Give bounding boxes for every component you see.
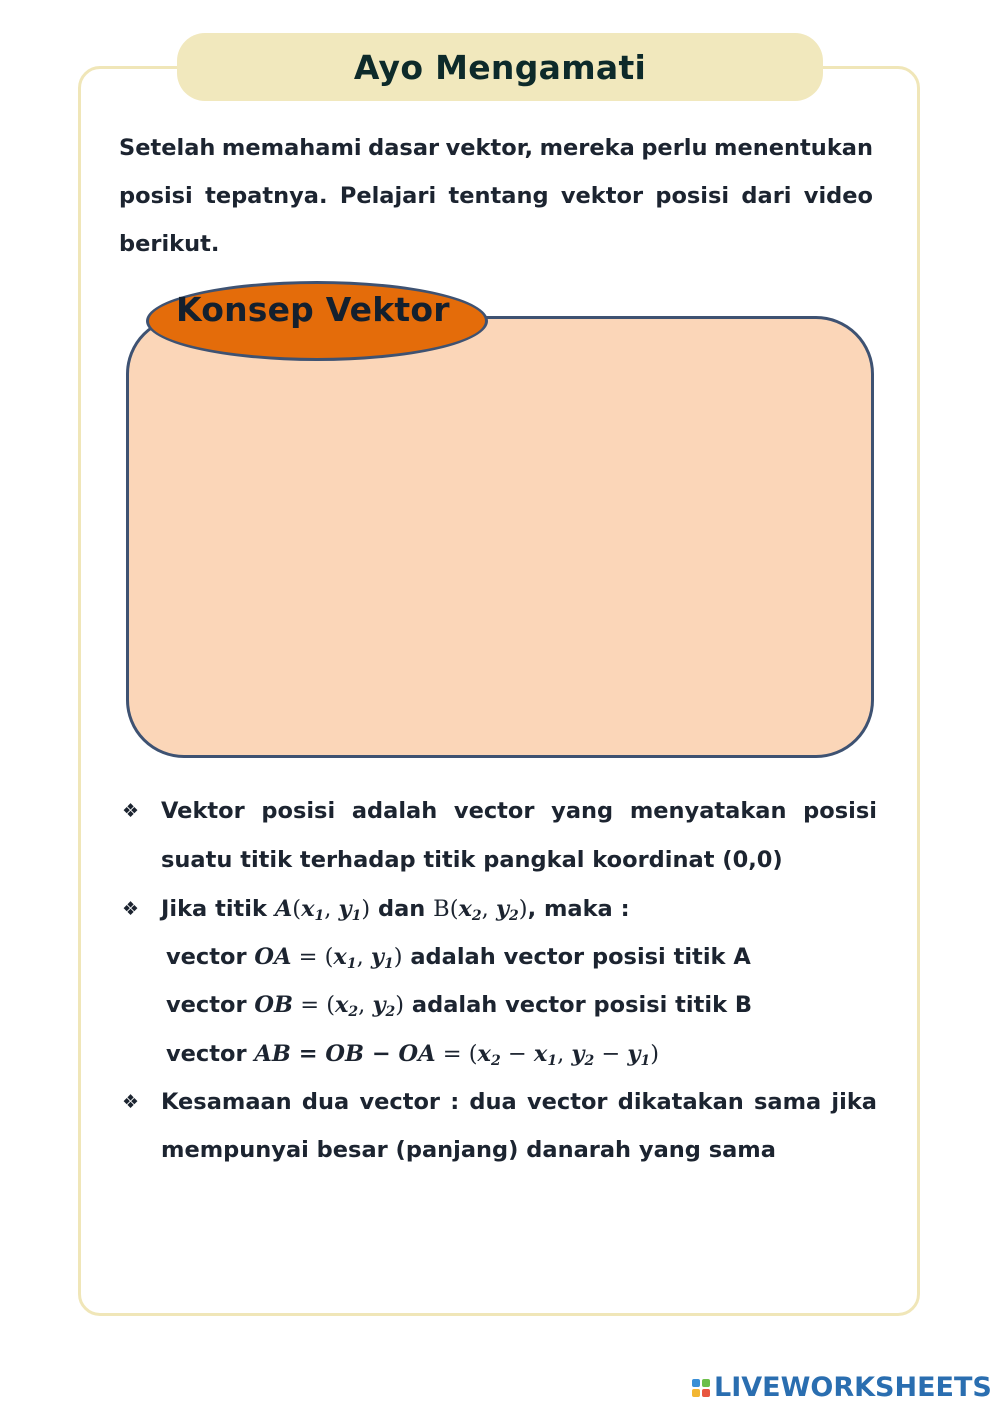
section-header xyxy=(177,33,823,101)
vector-ob-line: vector OB = ($x_2$, $y_2$) adalah vector posisi titik B xyxy=(166,992,753,1020)
video-label: Konsep Vektor xyxy=(176,290,450,329)
bullet-1-line-2: suatu titik terhadap titik pangkal koordinat (0,0) xyxy=(161,847,783,873)
bullet-1-line-1: Vektor posisi adalah vector yang menyatakan posisi xyxy=(161,798,877,824)
intro-line-1: Setelah memahami dasar vektor, mereka perlu menentukan xyxy=(119,135,873,161)
brand-name: LIVEWORKSHEETS xyxy=(714,1372,992,1403)
diamond-bullet-icon: ❖ xyxy=(122,898,140,920)
intro-paragraph xyxy=(119,124,873,268)
liveworksheets-logo[interactable] xyxy=(692,1372,992,1403)
vector-ab-line: vector AB = OB − OA = ($x_2 - x_1$, $y_2 - y_1$) xyxy=(166,1041,659,1069)
bullet-2-line-1: Jika titik $A(x_1$, $y_1$) dan $B(x_2$, $y_2$), maka : xyxy=(161,896,630,924)
liveworksheets-logo-icon xyxy=(692,1379,710,1397)
intro-line-2: posisi tepatnya. Pelajari tentang vektor posisi dari video xyxy=(119,183,873,209)
intro-line-3: berikut. xyxy=(119,231,220,257)
bullet-3-line-1: Kesamaan dua vector : dua vector dikatakan sama jika xyxy=(161,1089,877,1115)
section-title: Ayo Mengamati xyxy=(353,47,647,87)
diamond-bullet-icon: ❖ xyxy=(122,800,140,822)
vector-oa-line: vector OA = ($x_1$, $y_1$) adalah vector posisi titik A xyxy=(166,944,751,972)
bullet-3-line-2: mempunyai besar (panjang) danarah yang sama xyxy=(161,1137,776,1163)
video-panel[interactable] xyxy=(126,316,874,758)
diamond-bullet-icon: ❖ xyxy=(122,1091,140,1113)
